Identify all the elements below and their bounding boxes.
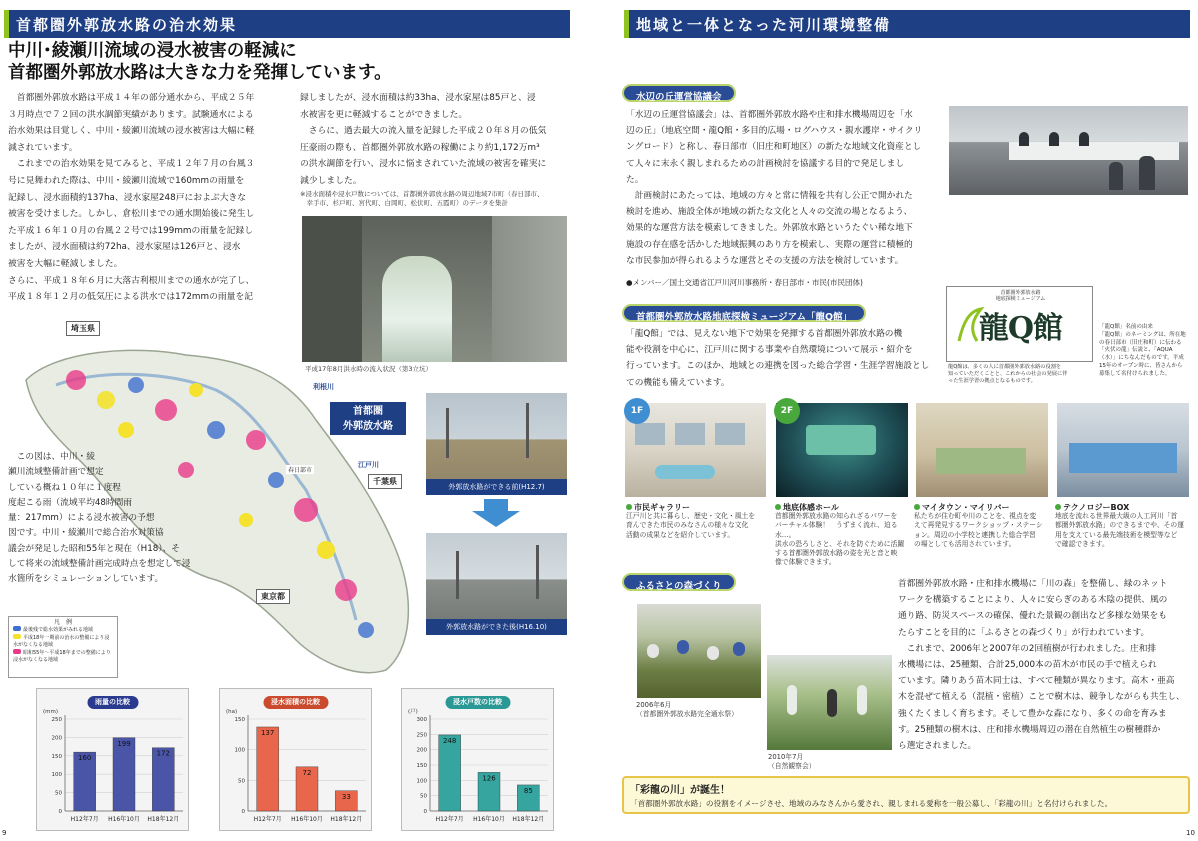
- left-column-1: 首都圏外郭放水路は平成１４年の部分通水から、平成２５年 ３月時点で７２回の洪水調節実績があります。試験通水による 治水効果は目覚しく、中川・綾瀬川流域の浸水被害は大幅に軽 減されています。 これまでの治水効果を見てみると、平成１２年７月の台風３ 号に見舞われた際は、中川・綾瀬川流域で160mmの雨量を 記録し、浸水面積約137ha、浸水家屋248戸におよぶ大きな 被害を受けました。しかし、倉松川までの通水開始後に発生し た平成１６年１０月の台風２２号では199mmの雨量を記録し ましたが、浸水面積は約72ha、浸水家屋は126戸と、浸水 被害を大幅に軽減しました。 さらに、平成１８年６月に大落古利根川までの通水が完了し、 平成１８年１２月の低気圧による洪水では172mmの雨量を記: [8, 93, 255, 303]
- dragon-logo-icon: [955, 305, 985, 345]
- chart-unit: (ha): [226, 709, 238, 715]
- bar-value-label: 33: [341, 792, 351, 801]
- y-tick-label: 150: [234, 717, 245, 723]
- y-tick-label: 150: [416, 763, 427, 769]
- forest-caption-2010: 2010年7月 （自然観察会）: [768, 753, 816, 771]
- after-flood-photo: [426, 533, 567, 635]
- forest-text: 首都圏外郭放水路・庄和排水機場に「川の森」を整備し、緑のネット ワークを構築することにより、人々に安らぎのある木陰の提供、風の 通り路、防災スペースの確保、優れた景観の創出など多様な効果をも たらすことを目的に「ふるさとの森づくり」が行われています。 これまで、2006年と2007年の2回植樹が行われました。庄和排 水機場には、25種類、合計25,000本の苗木が市民の手で植えられ ています。隣りあう苗木同士は、すべて種類が異なります。高木・亜高 木を混ぜて植える（混植・密植）ことで樹木は、競争しながらも共生し、 強くたくましく育ちます。そして豊かな森になり、多くの命を育みま す。25種類の樹木は、庄和排水機場周辺の潜在自然植生の樹種群か ら選定されました。: [898, 579, 1185, 752]
- bar-value-label: 172: [156, 749, 171, 758]
- ryuq-logo-box: [946, 286, 1093, 362]
- page-number-left: 9: [2, 829, 7, 837]
- shaft-photo-caption: 平成17年8月洪水時の流入状況（第3立坑）: [305, 365, 433, 373]
- y-tick-label: 200: [416, 747, 427, 754]
- label-tokyo: 東京都: [256, 589, 290, 604]
- before-flood-photo: [426, 393, 567, 495]
- x-tick-label: H12年7月: [70, 816, 99, 823]
- bar-value-label: 126: [482, 774, 496, 783]
- x-tick-label: H16年10月: [108, 816, 140, 823]
- exhibit-mytown: マイタウン・マイリバー 私たちが住む町や川のことを、視点を変 えて再発見するワークショップ・ステーシ ョン。周辺の小学校と連携した総合学習 の場としても活用されています。: [914, 503, 1043, 548]
- y-tick-label: 50: [420, 793, 427, 800]
- y-tick-label: 100: [416, 778, 427, 785]
- bar-0: [439, 735, 461, 811]
- rainfall-chart-title: 雨量の比較: [87, 696, 138, 709]
- bar-1: [113, 738, 135, 811]
- y-tick-label: 300: [416, 717, 427, 723]
- chart-unit: (mm): [43, 709, 59, 715]
- sec-museum-title: 首都圏外郭放水路地底探検ミュージアム「龍Q館」: [622, 304, 866, 322]
- bar-value-label: 160: [77, 754, 92, 763]
- sec-forest-title: ふるさとの森づくり: [622, 573, 736, 591]
- members-line: ●メンバー／国土交通省江戸川河川事務所・春日部市・市民(市民団体): [626, 278, 863, 287]
- floor-1f-badge: 1F: [624, 398, 650, 424]
- right-band-title: 地域と一体となった河川環境整備: [636, 16, 892, 34]
- nature-walk-photo: [767, 655, 892, 750]
- bar-value-label: 137: [260, 728, 275, 737]
- right-section-band: [624, 10, 1190, 38]
- headline-line-2: 首都圏外郭放水路は大きな力を発揮しています。: [8, 63, 392, 83]
- x-tick-label: H18年12月: [512, 816, 545, 823]
- exhibit-gallery: 市民ギャラリー 江戸川と共に暮らし、歴史・文化・風土を 育んできた市民のみなさんの様々な文化 活動の成果などを紹介しています。: [626, 503, 756, 539]
- y-tick-label: 100: [51, 772, 62, 779]
- x-tick-label: H16年10月: [473, 816, 505, 823]
- callout-outer-channel: 首都圏 外郭放水路: [330, 402, 406, 435]
- rainfall-chart: [36, 688, 189, 831]
- label-edogawa: 江戸川: [358, 461, 379, 469]
- y-tick-label: 50: [55, 790, 62, 797]
- y-tick-label: 100: [234, 747, 245, 754]
- y-tick-label: 200: [51, 735, 62, 742]
- bar-0: [257, 727, 279, 811]
- y-tick-label: 150: [51, 753, 62, 760]
- y-tick-label: 0: [58, 809, 62, 815]
- planting-photo: [637, 604, 761, 698]
- logo-note: 龍Q館は、多くの人に首都圏外郭放水路の役割を 知っていただくことと、これからの社会の発展に伴 った生涯学習の拠点となるものです。: [948, 364, 1068, 384]
- nickname-title: 「彩龍の川」が誕生！: [630, 785, 730, 796]
- y-tick-label: 50: [238, 778, 245, 785]
- label-saitama: 埼玉県: [66, 321, 100, 336]
- x-tick-label: H12年7月: [253, 816, 282, 823]
- area-chart-title: 浸水面積の比較: [263, 696, 328, 709]
- logo-subtitle: 首都圏外郭放水路 地底探検ミュージアム: [995, 290, 1046, 302]
- floor-2f-badge: 2F: [774, 398, 800, 424]
- after-caption: 外郭放水路ができた後(H16.10): [426, 619, 567, 635]
- forest-caption-2006: 2006年6月 （首都圏外郭放水路完全通水祭）: [636, 701, 738, 719]
- ryuq-logo: 龍Q館: [978, 311, 1063, 346]
- left-headline: [8, 40, 392, 84]
- x-tick-label: H12年7月: [435, 816, 464, 823]
- label-chiba: 千葉県: [368, 474, 402, 489]
- meeting-photo: [949, 106, 1188, 195]
- nickname-text: 「首都圏外郭放水路」の役割をイメージさせ、地域のみなさんから愛され、親しまれる愛称を一般公募し、「彩龍の川」と名付けられました。: [630, 799, 1113, 808]
- headline-line-1: 中川･綾瀬川流域の浸水被害の軽減に: [8, 41, 297, 61]
- mytown-photo: [916, 403, 1048, 497]
- houses-chart: [401, 688, 554, 831]
- x-tick-label: H18年12月: [330, 816, 363, 823]
- down-arrow-icon: [470, 499, 522, 527]
- exhibit-technology: テクノロジーBOX 地底を流れる世界最大級の人工河川「首 都圏外郭放水路」のできるまでや、その運 用を支えている最先端技術を模型等など で確認できます。: [1055, 503, 1185, 548]
- label-tonegawa: 利根川: [313, 383, 334, 391]
- bar-value-label: 72: [302, 768, 312, 777]
- houses-chart-title: 浸水戸数の比較: [445, 696, 510, 709]
- map-description: この図は、中川・綾 瀬川流域整備計画で想定 している概ね１０年に１度程 度起こる雨（流域平均48時間雨 量：217mm）による浸水被害の予想 図です。中川・綾瀬川で総合治水対策協 議会が発足した昭和55年と現在（H18）、そ して将来の流域整備計画完成時点を想定して浸 水箇所をシミュレーションしています。: [8, 452, 191, 585]
- museum-text: 「龍Q館」では、見えない地下で効果を発揮する首都圏外郭放水路の機 能や役割を中心に、江戸川に関する事業や自然環境について展示・紹介を 行っています。このほか、地域との連携を図った総合学習・生涯学習施設とし ての機能も備えています。: [626, 329, 930, 388]
- y-tick-label: 0: [241, 809, 245, 815]
- label-kasukabe: 春日部市: [288, 467, 313, 474]
- technology-photo: [1057, 403, 1189, 497]
- y-tick-label: 250: [51, 717, 62, 723]
- left-column-2: 録しましたが、浸水面積は約33ha、浸水家屋は85戸と、浸 水被害を更に軽減することができました。 さらに、過去最大の流入量を記録した平成２０年８月の低気 圧豪雨の際も、首都圏外郭放水路の稼働により約1,172万m³ の洪水調節を行い、浸水に悩まされていた流域の被害を確実に 減少しました。: [300, 93, 547, 186]
- data-note: ※浸水面積や浸水戸数については、首都圏外郭放水路の周辺地域7市町（春日部市、 幸手市、杉戸町、宮代町、白岡町、松伏町、五霞町）のデータを集計: [300, 190, 544, 207]
- left-section-band: [4, 10, 570, 38]
- x-tick-label: H16年10月: [291, 816, 323, 823]
- before-caption: 外郭放水路ができる前(H12.7): [426, 479, 567, 495]
- y-tick-label: 0: [423, 809, 427, 815]
- sec-waterside-title: 水辺の丘運営協議会: [622, 84, 736, 102]
- left-band-title: 首都圏外郭放水路の治水効果: [16, 16, 238, 34]
- nickname-box: [622, 776, 1190, 814]
- chart-unit: (戸): [408, 709, 418, 715]
- page-number-right: 10: [1186, 829, 1195, 837]
- area-chart: [219, 688, 372, 831]
- y-tick-label: 250: [416, 732, 427, 739]
- name-origin-note: 「龍Q館」名前の由来 「龍Q館」のネーミングは、所在地 の春日部市（旧庄和町）に伝わる 「火伏の龍」伝説と、「AQUA （水）」にちなんだものです。平成 15年のオープン時に、皆さんから 募集して名付けられました。: [1099, 324, 1186, 377]
- bar-value-label: 85: [523, 786, 533, 795]
- bar-value-label: 199: [117, 739, 131, 748]
- exhibit-hall: 地底体感ホール 首都圏外郭放水路の知られざるパワーを バーチャル体験！ うずまく流れ、迫る水…。 洪水の恐ろしさと、それを防ぐために活躍 する首都圏外郭放水路の姿を光と音と映 像で体験できます。: [775, 503, 905, 567]
- map-legend: 凡 例 最後残で総水効果がみれる地域 平成18年一期前の治水の整備により浸水がなくなる地域 昭和55年～平成18年までの整備により浸水がなくなる地域: [8, 616, 118, 678]
- bar-value-label: 248: [442, 736, 457, 745]
- x-tick-label: H18年12月: [147, 816, 180, 823]
- waterside-text: 「水辺の丘運営協議会」は、首都圏外郭放水路や庄和排水機場周辺を「水 辺の丘」（地底空間・龍Q館・多目的広場・ログハウス・親水護岸・サイクリ ングロード）と称し、春日部市（旧庄和町地区）の新たな地域文化資産とし て人々に末永く親しまれるための計画検討を協議する目的で発足しまし た。 計画検討にあたっては、地域の方々と常に情報を共有し公正で開かれた 検討を進め、施設全体が地域の新たな文化と人々の交流の場となるよう、 効果的な運営方法を模索してきました。外郭放水路というたぐい稀な地下 施設の存在感を活かした地域振興のあり方を模索し、実際の運営に積極的 な市民参加が得られるような運営とその支援の方法を検討しています。: [626, 110, 923, 266]
